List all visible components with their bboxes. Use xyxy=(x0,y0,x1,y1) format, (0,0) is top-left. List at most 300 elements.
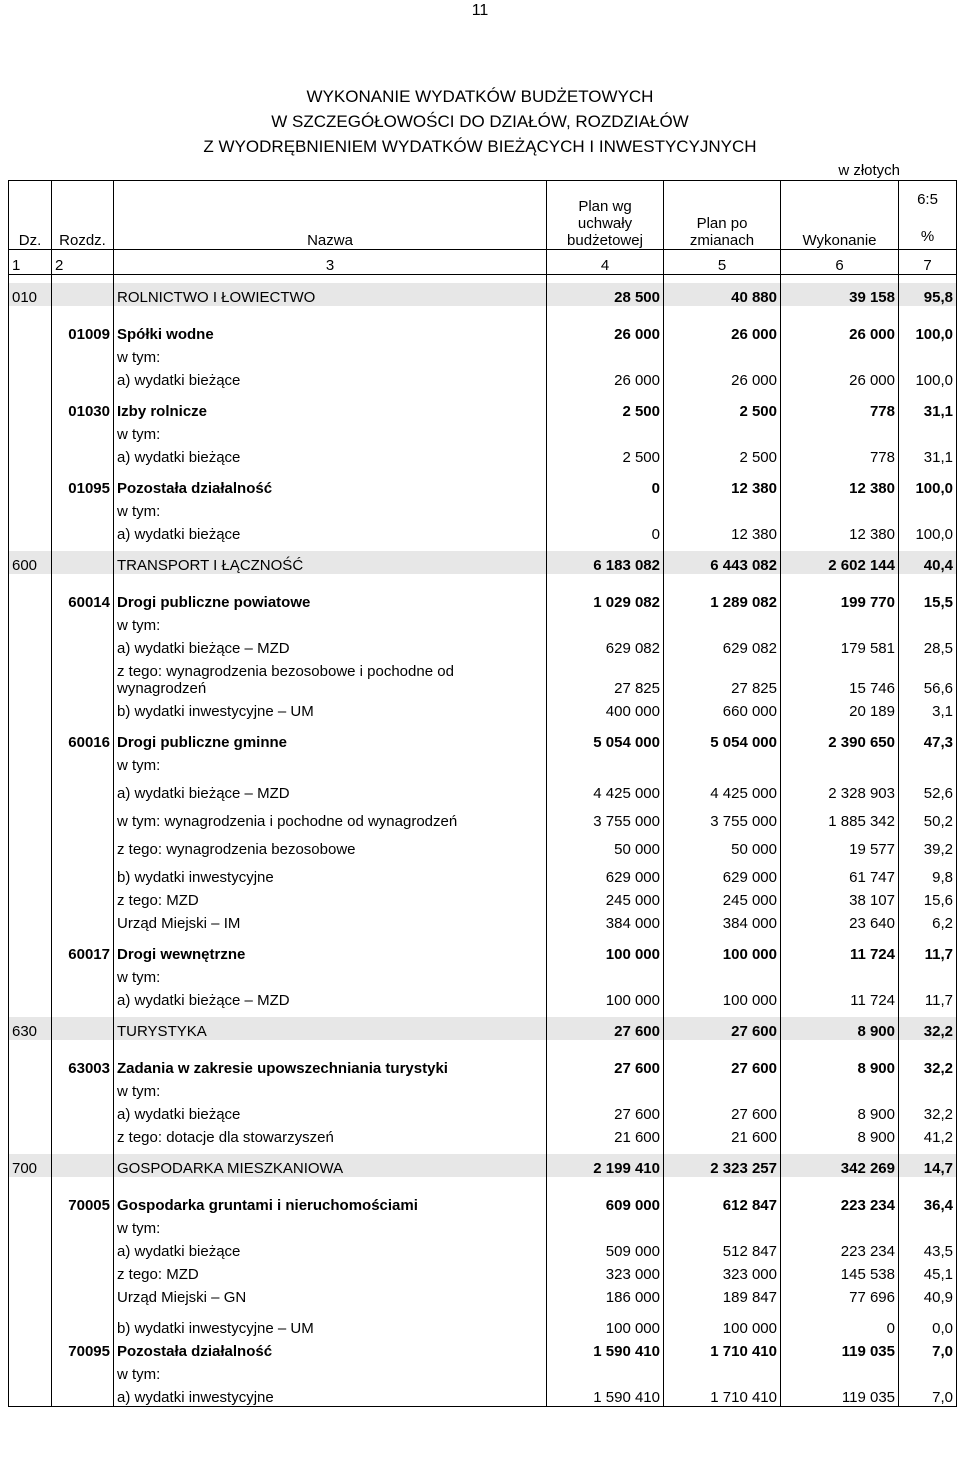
col-num-1: 1 xyxy=(9,250,52,275)
spacer-cell xyxy=(899,1040,957,1054)
plan-uchwaly-value: 384 000 xyxy=(547,909,664,932)
wykonanie-value: 26 000 xyxy=(781,366,899,389)
spacer-row xyxy=(9,720,957,728)
section-row xyxy=(9,283,957,306)
item-name: a) wydatki bieżące xyxy=(114,366,547,389)
spacer-cell xyxy=(52,720,114,728)
item-name: w tym: xyxy=(114,497,547,520)
spacer-cell xyxy=(9,275,52,284)
title-line-3: Z WYODRĘBNIENIEM WYDATKÓW BIEŻĄCYCH I INWESTYCYJNYCH xyxy=(203,137,757,156)
dzial-code xyxy=(9,1283,52,1306)
plan-uchwaly-value: 1 029 082 xyxy=(547,588,664,611)
percent-value: 41,2 xyxy=(899,1123,957,1146)
chapter-row xyxy=(9,1337,957,1360)
plan-uchwaly-value xyxy=(547,1214,664,1237)
spacer-cell xyxy=(114,306,547,320)
percent-value: 100,0 xyxy=(899,366,957,389)
wykonanie-value: 11 724 xyxy=(781,986,899,1009)
plan-po-zmianach-value: 512 847 xyxy=(664,1237,781,1260)
percent-value: 32,2 xyxy=(899,1017,957,1040)
plan-uchwaly-value: 100 000 xyxy=(547,940,664,963)
spacer-cell xyxy=(781,720,899,728)
plan-uchwaly-value: 509 000 xyxy=(547,1237,664,1260)
percent-value: 56,6 xyxy=(899,657,957,697)
item-name: w tym: xyxy=(114,1214,547,1237)
item-row xyxy=(9,1123,957,1146)
plan-po-zmianach-value: 660 000 xyxy=(664,697,781,720)
section-row xyxy=(9,551,957,574)
item-name: w tym: xyxy=(114,963,547,986)
plan-uchwaly-value xyxy=(547,751,664,774)
chapter-row xyxy=(9,1191,957,1214)
percent-value: 40,4 xyxy=(899,551,957,574)
spacer-cell xyxy=(114,1040,547,1054)
rozdzial-code xyxy=(52,886,114,909)
rozdzial-code xyxy=(52,1017,114,1040)
plan-uchwaly-value: 50 000 xyxy=(547,835,664,858)
item-name: Pozostała działalność xyxy=(114,1337,547,1360)
plan-uchwaly-value: 1 590 410 xyxy=(547,1337,664,1360)
dzial-code xyxy=(9,443,52,466)
dzial-code xyxy=(9,909,52,932)
dzial-code xyxy=(9,863,52,886)
item-row xyxy=(9,366,957,389)
percent-value: 39,2 xyxy=(899,835,957,858)
section-row xyxy=(9,1017,957,1040)
rozdzial-code xyxy=(52,520,114,543)
spacer-cell xyxy=(52,306,114,320)
plan-uchwaly-value xyxy=(547,963,664,986)
spacer-cell xyxy=(547,1177,664,1191)
spacer-cell xyxy=(781,306,899,320)
plan-uchwaly-value: 323 000 xyxy=(547,1260,664,1283)
rozdzial-code xyxy=(52,807,114,830)
wykonanie-value: 39 158 xyxy=(781,283,899,306)
plan-po-zmianach-value xyxy=(664,1360,781,1383)
dzial-code xyxy=(9,1383,52,1406)
plan-po-zmianach-value: 384 000 xyxy=(664,909,781,932)
dzial-code xyxy=(9,366,52,389)
plan-po-zmianach-value xyxy=(664,1077,781,1100)
plan-po-zmianach-value: 40 880 xyxy=(664,283,781,306)
plan-uchwaly-value: 1 590 410 xyxy=(547,1383,664,1406)
item-name: w tym: xyxy=(114,751,547,774)
rozdzial-code xyxy=(52,1314,114,1337)
plan-po-zmianach-value: 1 710 410 xyxy=(664,1383,781,1406)
wykonanie-value: 38 107 xyxy=(781,886,899,909)
plan-uchwaly-value xyxy=(547,611,664,634)
currency-unit: w złotych xyxy=(838,162,900,179)
plan-uchwaly-value xyxy=(547,1077,664,1100)
plan-uchwaly-value: 2 500 xyxy=(547,443,664,466)
item-name: Urząd Miejski – IM xyxy=(114,909,547,932)
spacer-cell xyxy=(547,1040,664,1054)
spacer-cell xyxy=(9,1146,52,1154)
percent-value: 32,2 xyxy=(899,1054,957,1077)
document-title xyxy=(0,84,960,159)
plan-uchwaly-value: 629 082 xyxy=(547,634,664,657)
plan-po-zmianach-value: 100 000 xyxy=(664,986,781,1009)
chapter-row xyxy=(9,474,957,497)
plan-po-zmianach-value: 27 600 xyxy=(664,1054,781,1077)
spacer-cell xyxy=(664,932,781,940)
rozdzial-code xyxy=(52,497,114,520)
item-name: Izby rolnicze xyxy=(114,397,547,420)
plan-uchwaly-value xyxy=(547,1360,664,1383)
plan-uchwaly-value xyxy=(547,497,664,520)
item-name: a) wydatki bieżące – MZD xyxy=(114,634,547,657)
spacer-cell xyxy=(899,574,957,588)
spacer-cell xyxy=(899,1177,957,1191)
header-plan-wg-line1: Plan wg xyxy=(578,198,632,215)
spacer-cell xyxy=(899,1306,957,1314)
spacer-cell xyxy=(9,720,52,728)
rozdzial-code xyxy=(52,1154,114,1177)
spacer-cell xyxy=(664,1040,781,1054)
dzial-code xyxy=(9,940,52,963)
item-row xyxy=(9,1100,957,1123)
item-name: Pozostała działalność xyxy=(114,474,547,497)
spacer-cell xyxy=(781,1177,899,1191)
spacer-cell xyxy=(52,932,114,940)
spacer-cell xyxy=(52,466,114,474)
rozdzial-code xyxy=(52,963,114,986)
percent-value: 7,0 xyxy=(899,1337,957,1360)
spacer-cell xyxy=(781,275,899,284)
header-wykonanie: Wykonanie xyxy=(781,181,899,250)
spacer-cell xyxy=(52,275,114,284)
spacer-cell xyxy=(9,1306,52,1314)
rozdzial-code: 60017 xyxy=(52,940,114,963)
item-name: z tego: MZD xyxy=(114,886,547,909)
dzial-code xyxy=(9,588,52,611)
dzial-code xyxy=(9,657,52,697)
item-row xyxy=(9,1360,957,1383)
item-row xyxy=(9,963,957,986)
spacer-cell xyxy=(664,466,781,474)
dzial-code xyxy=(9,1260,52,1283)
wykonanie-value: 2 328 903 xyxy=(781,779,899,802)
spacer-cell xyxy=(781,1009,899,1017)
spacer-row xyxy=(9,932,957,940)
wykonanie-value: 12 380 xyxy=(781,474,899,497)
rozdzial-code xyxy=(52,443,114,466)
plan-po-zmianach-value: 12 380 xyxy=(664,474,781,497)
rozdzial-code xyxy=(52,283,114,306)
item-name: z tego: dotacje dla stowarzyszeń xyxy=(114,1123,547,1146)
spacer-cell xyxy=(664,1146,781,1154)
dzial-code xyxy=(9,963,52,986)
spacer-cell xyxy=(547,932,664,940)
item-name: Zadania w zakresie upowszechniania turystyki xyxy=(114,1054,547,1077)
spacer-cell xyxy=(547,306,664,320)
spacer-cell xyxy=(114,574,547,588)
spacer-cell xyxy=(899,466,957,474)
spacer-cell xyxy=(664,306,781,320)
spacer-cell xyxy=(899,275,957,284)
plan-po-zmianach-value: 323 000 xyxy=(664,1260,781,1283)
item-row xyxy=(9,1237,957,1260)
spacer-cell xyxy=(899,1009,957,1017)
header-row xyxy=(9,181,957,250)
spacer-cell xyxy=(114,543,547,551)
col-num-2: 2 xyxy=(52,250,114,275)
plan-po-zmianach-value: 100 000 xyxy=(664,1314,781,1337)
rozdzial-code xyxy=(52,751,114,774)
rozdzial-code xyxy=(52,909,114,932)
item-name: w tym: xyxy=(114,611,547,634)
plan-po-zmianach-value: 6 443 082 xyxy=(664,551,781,574)
dzial-code xyxy=(9,474,52,497)
item-name: Spółki wodne xyxy=(114,320,547,343)
wykonanie-value: 19 577 xyxy=(781,835,899,858)
title-line-2: W SZCZEGÓŁOWOŚCI DO DZIAŁÓW, ROZDZIAŁÓW xyxy=(271,112,689,131)
percent-value xyxy=(899,1077,957,1100)
plan-po-zmianach-value: 5 054 000 xyxy=(664,728,781,751)
plan-uchwaly-value: 26 000 xyxy=(547,366,664,389)
item-row xyxy=(9,779,957,802)
chapter-row xyxy=(9,728,957,751)
spacer-cell xyxy=(899,932,957,940)
dzial-code xyxy=(9,420,52,443)
rozdzial-code: 70005 xyxy=(52,1191,114,1214)
spacer-cell xyxy=(547,543,664,551)
rozdzial-code xyxy=(52,1260,114,1283)
spacer-cell xyxy=(547,574,664,588)
item-row xyxy=(9,807,957,830)
wykonanie-value: 119 035 xyxy=(781,1383,899,1406)
rozdzial-code xyxy=(52,343,114,366)
item-row xyxy=(9,751,957,774)
item-row xyxy=(9,497,957,520)
plan-po-zmianach-value: 27 825 xyxy=(664,657,781,697)
rozdzial-code: 60016 xyxy=(52,728,114,751)
wykonanie-value: 199 770 xyxy=(781,588,899,611)
percent-value: 100,0 xyxy=(899,320,957,343)
item-name: z tego: wynagrodzenia bezosobowe i pochodne od wynagrodzeń xyxy=(114,657,547,697)
spacer-row xyxy=(9,389,957,397)
percent-value: 0,0 xyxy=(899,1314,957,1337)
spacer-cell xyxy=(9,1009,52,1017)
wykonanie-value: 778 xyxy=(781,397,899,420)
spacer-cell xyxy=(664,574,781,588)
item-row xyxy=(9,886,957,909)
percent-value: 100,0 xyxy=(899,474,957,497)
rozdzial-code xyxy=(52,634,114,657)
item-name: w tym: xyxy=(114,1360,547,1383)
percent-value: 31,1 xyxy=(899,397,957,420)
spacer-cell xyxy=(52,1146,114,1154)
item-name: a) wydatki bieżące – MZD xyxy=(114,779,547,802)
rozdzial-code xyxy=(52,366,114,389)
percent-value: 52,6 xyxy=(899,779,957,802)
item-name: a) wydatki bieżące – MZD xyxy=(114,986,547,1009)
wykonanie-value: 119 035 xyxy=(781,1337,899,1360)
item-row xyxy=(9,909,957,932)
spacer-cell xyxy=(664,275,781,284)
spacer-row xyxy=(9,1177,957,1191)
plan-po-zmianach-value: 245 000 xyxy=(664,886,781,909)
wykonanie-value xyxy=(781,497,899,520)
spacer-cell xyxy=(114,466,547,474)
plan-po-zmianach-value: 1 289 082 xyxy=(664,588,781,611)
spacer-row xyxy=(9,306,957,320)
rozdzial-code xyxy=(52,1237,114,1260)
spacer-cell xyxy=(9,466,52,474)
rozdzial-code xyxy=(52,986,114,1009)
spacer-cell xyxy=(9,1040,52,1054)
plan-po-zmianach-value: 4 425 000 xyxy=(664,779,781,802)
percent-value xyxy=(899,497,957,520)
plan-po-zmianach-value xyxy=(664,420,781,443)
header-plan-po-zmianach xyxy=(664,181,781,250)
page-number: 11 xyxy=(471,2,489,19)
spacer-cell xyxy=(547,1306,664,1314)
spacer-cell xyxy=(781,466,899,474)
item-row xyxy=(9,420,957,443)
header-plan-wg-line2: uchwały xyxy=(577,215,633,232)
spacer-cell xyxy=(664,1177,781,1191)
item-name: w tym: xyxy=(114,1077,547,1100)
header-percent-label: % xyxy=(920,228,935,245)
rozdzial-code xyxy=(52,835,114,858)
percent-value xyxy=(899,611,957,634)
spacer-row xyxy=(9,275,957,284)
rozdzial-code xyxy=(52,863,114,886)
dzial-code xyxy=(9,886,52,909)
rozdzial-code xyxy=(52,1383,114,1406)
spacer-cell xyxy=(547,466,664,474)
item-name: b) wydatki inwestycyjne xyxy=(114,863,547,886)
spacer-row xyxy=(9,1306,957,1314)
header-rozdz: Rozdz. xyxy=(52,181,114,250)
rozdzial-code: 60014 xyxy=(52,588,114,611)
plan-po-zmianach-value: 629 000 xyxy=(664,863,781,886)
plan-po-zmianach-value: 2 500 xyxy=(664,397,781,420)
percent-value: 47,3 xyxy=(899,728,957,751)
item-name: ROLNICTWO I ŁOWIECTWO xyxy=(114,283,547,306)
plan-po-zmianach-value xyxy=(664,611,781,634)
wykonanie-value: 145 538 xyxy=(781,1260,899,1283)
spacer-cell xyxy=(899,720,957,728)
spacer-row xyxy=(9,1146,957,1154)
spacer-cell xyxy=(899,543,957,551)
percent-value: 9,8 xyxy=(899,863,957,886)
rozdzial-code xyxy=(52,1123,114,1146)
spacer-cell xyxy=(781,1146,899,1154)
wykonanie-value: 8 900 xyxy=(781,1123,899,1146)
wykonanie-value xyxy=(781,343,899,366)
item-name: a) wydatki inwestycyjne xyxy=(114,1383,547,1406)
percent-value xyxy=(899,1360,957,1383)
dzial-code xyxy=(9,1100,52,1123)
plan-uchwaly-value: 27 600 xyxy=(547,1017,664,1040)
spacer-cell xyxy=(114,389,547,397)
col-num-5: 5 xyxy=(664,250,781,275)
spacer-cell xyxy=(114,1177,547,1191)
spacer-cell xyxy=(52,1009,114,1017)
item-row xyxy=(9,1214,957,1237)
chapter-row xyxy=(9,397,957,420)
item-name: Drogi publiczne gminne xyxy=(114,728,547,751)
spacer-cell xyxy=(664,389,781,397)
item-name: z tego: wynagrodzenia bezosobowe xyxy=(114,835,547,858)
item-name: z tego: MZD xyxy=(114,1260,547,1283)
percent-value: 14,7 xyxy=(899,1154,957,1177)
dzial-code xyxy=(9,611,52,634)
dzial-code xyxy=(9,1314,52,1337)
spacer-cell xyxy=(899,306,957,320)
spacer-cell xyxy=(664,720,781,728)
plan-po-zmianach-value xyxy=(664,1214,781,1237)
plan-po-zmianach-value: 1 710 410 xyxy=(664,1337,781,1360)
spacer-cell xyxy=(52,543,114,551)
plan-po-zmianach-value: 3 755 000 xyxy=(664,807,781,830)
dzial-code xyxy=(9,1191,52,1214)
spacer-cell xyxy=(664,1009,781,1017)
dzial-code xyxy=(9,1237,52,1260)
percent-value: 31,1 xyxy=(899,443,957,466)
wykonanie-value: 0 xyxy=(781,1314,899,1337)
percent-value: 40,9 xyxy=(899,1283,957,1306)
wykonanie-value: 8 900 xyxy=(781,1017,899,1040)
item-name: a) wydatki bieżące xyxy=(114,443,547,466)
dzial-code xyxy=(9,1214,52,1237)
plan-po-zmianach-value: 2 323 257 xyxy=(664,1154,781,1177)
item-row xyxy=(9,1383,957,1406)
rozdzial-code xyxy=(52,1214,114,1237)
plan-po-zmianach-value xyxy=(664,497,781,520)
wykonanie-value: 223 234 xyxy=(781,1191,899,1214)
item-name: Gospodarka gruntami i nieruchomościami xyxy=(114,1191,547,1214)
plan-po-zmianach-value xyxy=(664,343,781,366)
plan-uchwaly-value: 186 000 xyxy=(547,1283,664,1306)
plan-uchwaly-value: 28 500 xyxy=(547,283,664,306)
rozdzial-code xyxy=(52,1077,114,1100)
item-name: Urząd Miejski – GN xyxy=(114,1283,547,1306)
wykonanie-value xyxy=(781,1360,899,1383)
header-plan-po-line2: zmianach xyxy=(689,232,755,249)
plan-uchwaly-value: 5 054 000 xyxy=(547,728,664,751)
spacer-cell xyxy=(114,932,547,940)
item-name: TRANSPORT I ŁĄCZNOŚĆ xyxy=(114,551,547,574)
spacer-cell xyxy=(52,1177,114,1191)
item-name: w tym: xyxy=(114,420,547,443)
wykonanie-value: 26 000 xyxy=(781,320,899,343)
spacer-cell xyxy=(52,574,114,588)
wykonanie-value: 15 746 xyxy=(781,657,899,697)
wykonanie-value: 20 189 xyxy=(781,697,899,720)
dzial-code: 600 xyxy=(9,551,52,574)
header-plan-uchwaly xyxy=(547,181,664,250)
rozdzial-code xyxy=(52,611,114,634)
chapter-row xyxy=(9,320,957,343)
plan-uchwaly-value xyxy=(547,343,664,366)
item-name: a) wydatki bieżące xyxy=(114,520,547,543)
plan-uchwaly-value: 27 600 xyxy=(547,1100,664,1123)
spacer-cell xyxy=(9,543,52,551)
spacer-cell xyxy=(899,1146,957,1154)
plan-uchwaly-value: 2 199 410 xyxy=(547,1154,664,1177)
wykonanie-value: 8 900 xyxy=(781,1100,899,1123)
dzial-code xyxy=(9,497,52,520)
plan-po-zmianach-value: 26 000 xyxy=(664,320,781,343)
dzial-code xyxy=(9,751,52,774)
spacer-cell xyxy=(114,1146,547,1154)
budget-sheet xyxy=(8,180,956,1407)
percent-value: 11,7 xyxy=(899,940,957,963)
percent-value xyxy=(899,1214,957,1237)
